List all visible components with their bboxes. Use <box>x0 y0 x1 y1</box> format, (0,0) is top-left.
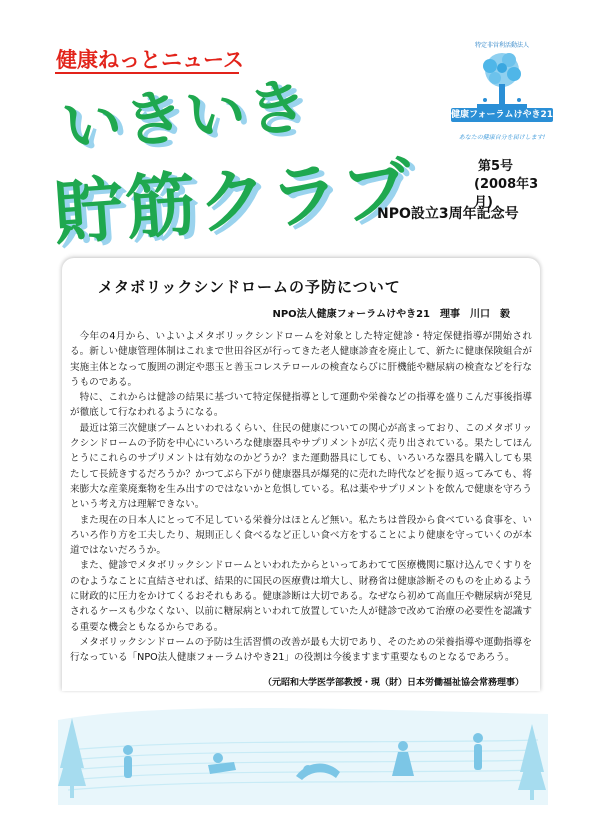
article-box <box>62 258 540 691</box>
masthead-title <box>50 71 430 255</box>
article-paragraph: メタボリックシンドロームの予防は生活習慣の改善が最も大切であり、そのための栄養指導や運動指導を行なっている「NPO法人健康フォーラムけやき21」の役割は今後ますます重要なものとなるであろう。 <box>70 636 532 664</box>
article-paragraph: 特に、これからは健診の結果に基づいて特定保健指導として運動や栄養などの指導を盛りこんだ事後指導が徹底して行なわれるようになる。 <box>70 392 532 419</box>
tree-logo-icon <box>447 48 557 114</box>
article-paragraph: また、健診でメタボリックシンドロームといわれたからといってあわてて医療機関に駆け込んでくすりをのむようなことに直結させれば、結果的に国民の医療費は増大し、財務省は健康診断そのものを止めるように財政的に圧力をかけてくるおそれもある。健康診断は大切である。なぜなら初めて高血圧や糖尿病が発見されるケースも少なくない、以前に糖尿病といわれて放置していた人が健診で改めて治療の必要性を認識する重要な機会ともなるからである。 <box>70 560 532 633</box>
logo-tagline: あなたの健康自分を届けします! <box>458 134 546 141</box>
newsletter-kicker: 健康ねっとニュース <box>56 48 244 72</box>
article-paragraph: 今年の4月から、いよいよメタボリックシンドロームを対象とした特定健診・特定保健指導が開始される。新しい健康管理体制はこれまで世田谷区が行ってきた老人健康診査を廃止して、新たに健康保険組合が実施主体となって腹囲の測定や悪玉と善玉コレステロールの検査ならびに肝機能や糖尿病の検査などを行なうものである。 <box>70 331 532 388</box>
article-title: メタボリックシンドロームの予防について <box>98 278 401 296</box>
issue-number: 第5号 <box>478 159 514 174</box>
article-body <box>70 329 532 666</box>
logo-organization-name: 健康フォーラムけやき21 <box>451 110 553 120</box>
special-edition-label: NPO設立3周年記念号 <box>377 206 519 222</box>
article-paragraph: 最近は第三次健康ブームといわれるくらい、住民の健康についての関心が高まっており、このメタボリックシンドロームの予防を中心にいろいろな健康器具やサプリメントが広く売り出されている。果たしてほんとうにこれらのサプリメントは有効なのかどうか？また運動器具にしても、いろいろな器具を購入しても果たして長続きするだろうか？かつてぶら下がり健康器具が爆発的に売れた時代などを振り返ってみても、将来膨大な産業廃棄物を生み出すのではないかと危惧している。私は薬やサプリメントを飲んで健康を守ろうという考え方は理解できない。 <box>70 422 532 511</box>
author-affiliation: （元昭和大学医学部教授・現（財）日本労働福祉協会常務理事） <box>262 678 524 688</box>
title-line-1: いきいき <box>59 71 313 163</box>
logo-caption: 特定非営利活動法人 <box>474 42 529 49</box>
footer-illustration <box>58 700 548 805</box>
title-line-2: 貯筋クラブ <box>51 147 416 255</box>
article-author: NPO法人健康フォーラムけやき21 理事 川口 毅 <box>272 309 510 320</box>
article-paragraph: また現在の日本人にとって不足している栄養分はほとんど無い。私たちは普段から食べている食事を、いろいろ作り方を工夫したり、規則正しく食べるなど正しい食べ方をすることにより健康を守っていくのが本道ではないだろうか。 <box>70 514 532 557</box>
issue-date: (2008年3月) <box>474 177 539 210</box>
organization-logo <box>447 40 557 148</box>
